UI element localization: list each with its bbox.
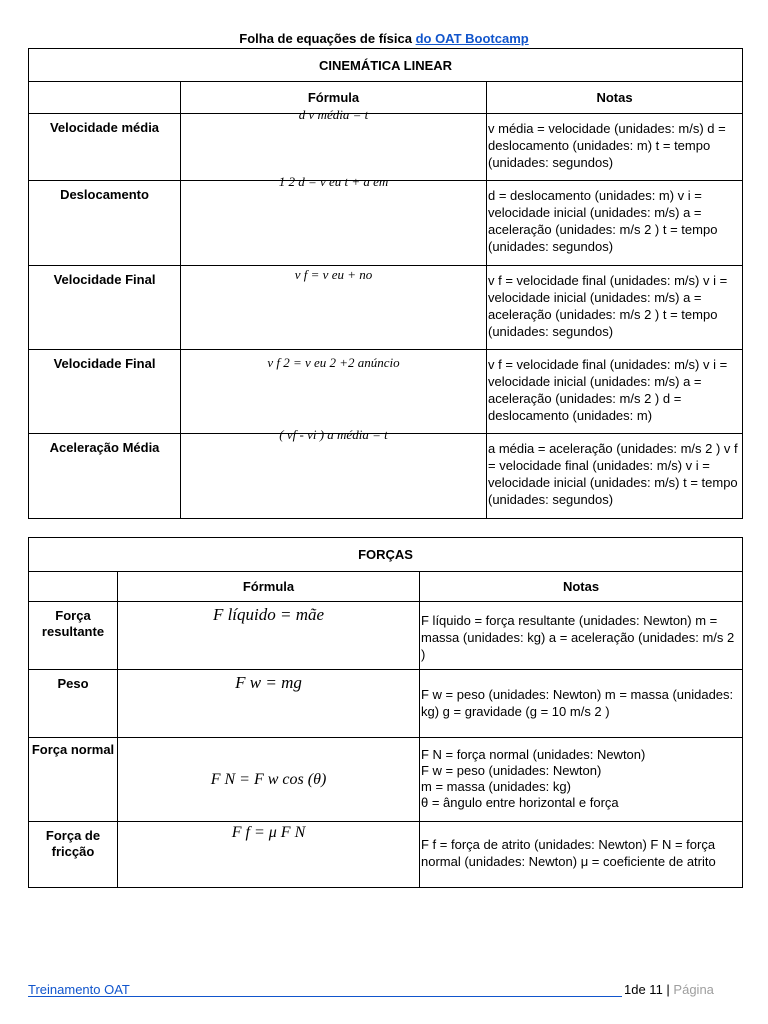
table-row — [29, 114, 743, 181]
footer-divider — [28, 996, 622, 997]
notes: v f = velocidade final (unidades: m/s) v i = velocidade inicial (unidades: m/s) a = aceleração (unidades: m/s 2 ) d = deslocamento (unidades: m) — [487, 350, 743, 434]
formula: v f 2 = v eu 2 +2 anúncio — [267, 355, 400, 370]
row-label: Força resultante — [29, 602, 118, 670]
row-label: Aceleração Média — [29, 434, 181, 519]
formula: F líquido = mãe — [212, 605, 325, 624]
notes: F w = peso (unidades: Newton) m = massa (unidades: kg) g = gravidade (g = 10 m/s 2 ) — [420, 670, 743, 738]
table-row — [29, 738, 743, 822]
formula: F w = mg — [235, 673, 302, 692]
notes: F f = força de atrito (unidades: Newton) F N = força normal (unidades: Newton) μ = coeficiente de atrito — [420, 822, 743, 888]
page-word: Página — [673, 982, 714, 997]
row-label: Força normal — [29, 738, 118, 822]
notes: d = deslocamento (unidades: m) v i = velocidade inicial (unidades: m/s) a = aceleração (unidades: m/s 2 ) t = tempo (unidades: segundos) — [487, 181, 743, 266]
table-row — [29, 266, 743, 350]
row-label: Velocidade Final — [29, 266, 181, 350]
formula: F f = μ F N — [231, 824, 306, 841]
notes: a média = aceleração (unidades: m/s 2 ) v f = velocidade final (unidades: m/s) v i = velocidade inicial (unidades: m/s) t = tempo (unidades: segundos) — [487, 434, 743, 519]
row-label: Velocidade média — [29, 114, 181, 181]
note-line: F N = força normal (unidades: Newton) — [421, 747, 646, 762]
kinematics-table — [28, 48, 743, 519]
notes: F líquido = força resultante (unidades: Newton) m = massa (unidades: kg) a = aceleração (unidades: m/s 2 ) — [420, 602, 743, 670]
document-title — [0, 31, 768, 46]
table-row — [29, 350, 743, 434]
page-indicator — [624, 982, 714, 997]
empty-header-cell — [29, 572, 118, 602]
footer-link[interactable]: Treinamento OAT — [28, 982, 130, 997]
table-row — [29, 434, 743, 519]
notes: v f = velocidade final (unidades: m/s) v i = velocidade inicial (unidades: m/s) a = aceleração (unidades: m/s 2 ) t = tempo (unidades: segundos) — [487, 266, 743, 350]
note-line: F w = peso (unidades: Newton) — [421, 763, 602, 778]
page-number: 1de 11 | — [624, 982, 670, 997]
formula: F N = F w cos (θ) — [210, 770, 327, 788]
formula: d v média = t — [298, 107, 369, 122]
table-row — [29, 181, 743, 266]
note-line: m = massa (unidades: kg) — [421, 779, 571, 794]
column-header-notes: Notas — [420, 572, 743, 602]
formula: ( vf - vi ) a média = t — [279, 427, 388, 442]
table-row — [29, 670, 743, 738]
row-label: Força de fricção — [29, 822, 118, 888]
section-title: CINEMÁTICA LINEAR — [29, 49, 743, 82]
column-header-formula: Fórmula — [181, 82, 487, 114]
table-row — [29, 822, 743, 888]
forces-table — [28, 537, 743, 888]
title-text: Folha de equações de física — [239, 31, 412, 46]
bootcamp-link[interactable]: do OAT Bootcamp — [415, 31, 529, 46]
note-line: θ = ângulo entre horizontal e força — [421, 795, 619, 810]
row-label: Peso — [29, 670, 118, 738]
column-header-formula: Fórmula — [118, 572, 420, 602]
section-title: FORÇAS — [29, 538, 743, 572]
empty-header-cell — [29, 82, 181, 114]
formula: 1 2 d = v eu t + a em — [278, 174, 389, 189]
formula: v f = v eu + no — [294, 267, 373, 282]
table-row — [29, 602, 743, 670]
notes — [420, 738, 743, 822]
row-label: Velocidade Final — [29, 350, 181, 434]
column-header-notes: Notas — [487, 82, 743, 114]
row-label: Deslocamento — [29, 181, 181, 266]
notes: v média = velocidade (unidades: m/s) d = deslocamento (unidades: m) t = tempo (unidades: segundos) — [487, 114, 743, 181]
